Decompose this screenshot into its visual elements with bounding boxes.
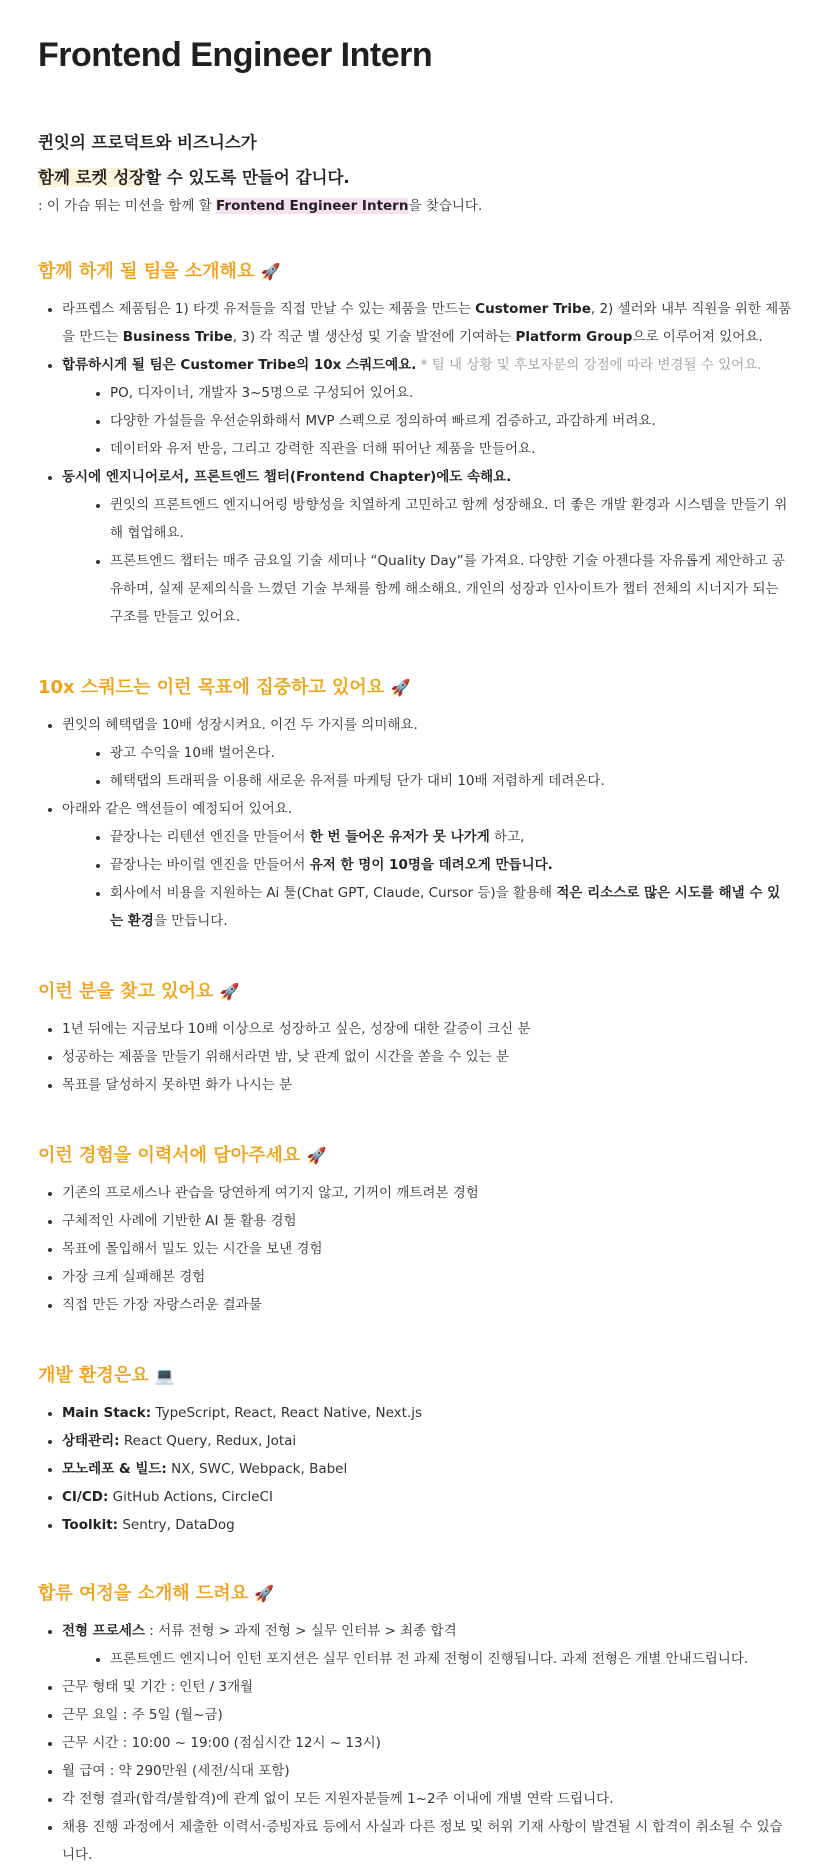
intro-line-3-pre: : 이 가슴 뛰는 미션을 함께 할 — [38, 198, 217, 214]
text: 라프렙스 제품팀은 1) 타겟 유저들을 직접 만날 수 있는 제품을 만드는 — [62, 301, 476, 317]
intro — [38, 125, 792, 217]
list-item: 데이터와 유저 반응, 그리고 강력한 직관을 더해 뛰어난 제품을 만들어요. — [86, 435, 792, 463]
intro-line-2-rest: 할 수 있도록 만들어 갑니다. — [145, 168, 350, 187]
list-item — [86, 851, 792, 879]
rocket-icon: 🚀 — [390, 678, 411, 697]
resume-heading — [38, 1139, 792, 1173]
list-item: PO, 디자이너, 개발자 3~5명으로 구성되어 있어요. — [86, 379, 792, 407]
list-item: 목표를 달성하지 못하면 화가 나시는 분 — [38, 1071, 792, 1099]
text: 아래와 같은 액션들이 예정되어 있어요. — [62, 801, 293, 817]
list-item: 근무 형태 및 기간 : 인턴 / 3개월 — [38, 1673, 792, 1701]
list-item: 기존의 프로세스나 관습을 당연하게 여기지 않고, 기꺼이 깨트려본 경험 — [38, 1179, 792, 1207]
text: 으로 이루어져 있어요. — [632, 329, 763, 345]
list-item: 퀸잇의 프론트엔드 엔지니어링 방향성을 치열하게 고민하고 함께 성장해요. 더 좋은 개발 환경과 시스템을 만들기 위해 협업해요. — [86, 491, 792, 547]
stack-value: NX, SWC, Webpack, Babel — [166, 1461, 348, 1477]
list-item — [86, 823, 792, 851]
rocket-icon: 🚀 — [260, 262, 281, 281]
squad-sublist — [86, 379, 792, 463]
list-item: 프론트엔드 챕터는 매주 금요일 기술 세미나 “Quality Day”를 가져요. 다양한 기술 아젠다를 자유롭게 제안하고 공유하며, 실제 문제의식을 느꼈던 기술 부채를 함께 해소해요. 개인의 성장과 인사이트가 챕터 전체의 시너지가 되는 구조를 만들고 있어요. — [86, 547, 792, 631]
intro-line-3-post: 을 찾습니다. — [408, 198, 483, 214]
devenv-heading — [38, 1359, 792, 1393]
seeking-heading-text: 이런 분을 찾고 있어요 — [38, 981, 214, 1002]
list-item — [38, 711, 792, 795]
text: 퀸잇의 혜택탭을 10배 성장시켜요. 이건 두 가지를 의미해요. — [62, 717, 418, 733]
business-tribe-label: Business Tribe — [122, 329, 233, 345]
list-item — [38, 1617, 792, 1673]
rocket-icon: 🚀 — [254, 1584, 275, 1603]
resume-heading-text: 이런 경험을 이력서에 담아주세요 — [38, 1145, 301, 1166]
text: 을 만듭니다. — [153, 913, 228, 929]
devenv-section — [38, 1359, 792, 1539]
list-item: 가장 크게 실패해본 경험 — [38, 1263, 792, 1291]
stack-label: Toolkit: — [62, 1517, 119, 1533]
intro-highlight: 함께 로켓 성장 — [38, 168, 146, 187]
squad-note: * 팀 내 상황 및 후보자분의 강점에 따라 변경될 수 있어요. — [416, 357, 762, 373]
list-item: 1년 뒤에는 지금보다 10배 이상으로 성장하고 싶은, 성장에 대한 갈증이 크신 분 — [38, 1015, 792, 1043]
intro-line-3 — [38, 195, 792, 217]
emphasis: 적은 리소스로 많은 시도를 해낼 수 있는 환경 — [110, 885, 781, 929]
chapter-statement: 동시에 엔지니어로서, 프론트엔드 챕터(Frontend Chapter)에도 속해요. — [62, 469, 512, 485]
goals-section — [38, 671, 792, 935]
laptop-icon: 💻 — [154, 1366, 175, 1385]
list-item: 성공하는 제품을 만들기 위해서라면 밤, 낮 관계 없이 시간을 쏟을 수 있는 분 — [38, 1043, 792, 1071]
list-item: 구체적인 사례에 기반한 AI 툴 활용 경험 — [38, 1207, 792, 1235]
list-item: 월 급여 : 약 290만원 (세전/식대 포함) — [38, 1757, 792, 1785]
seeking-heading — [38, 975, 792, 1009]
list-item — [38, 795, 792, 935]
journey-heading-text: 합류 여정을 소개해 드려요 — [38, 1583, 249, 1604]
chapter-sublist — [86, 491, 792, 631]
list-item — [38, 1455, 792, 1483]
list-item — [38, 1511, 792, 1539]
goals-heading-text: 10x 스쿼드는 이런 목표에 집중하고 있어요 — [38, 677, 385, 698]
devenv-heading-text: 개발 환경은요 — [38, 1365, 149, 1386]
list-item: 근무 시간 : 10:00 ~ 19:00 (점심시간 12시 ~ 13시) — [38, 1729, 792, 1757]
team-heading — [38, 255, 792, 289]
list-item — [38, 295, 792, 351]
intro-role-highlight: Frontend Engineer Intern — [216, 198, 409, 214]
journey-heading — [38, 1577, 792, 1611]
list-item: 혜택탭의 트래픽을 이용해 새로운 유저를 마케팅 단가 대비 10배 저렴하게 데려온다. — [86, 767, 792, 795]
list-item — [38, 1483, 792, 1511]
intro-line-1: 퀸잇의 프로덕트와 비즈니스가 — [38, 133, 257, 152]
devenv-list — [38, 1399, 792, 1539]
text: 끝장나는 리텐션 엔진을 만들어서 — [110, 829, 310, 845]
stack-label: 상태관리: — [62, 1433, 120, 1449]
list-item: 목표에 몰입해서 밀도 있는 시간을 보낸 경험 — [38, 1235, 792, 1263]
stack-label: Main Stack: — [62, 1405, 152, 1421]
seeking-section — [38, 975, 792, 1099]
platform-group-label: Platform Group — [515, 329, 633, 345]
emphasis: 유저 한 명이 10명을 데려오게 만듭니다. — [309, 857, 553, 873]
emphasis: 한 번 들어온 유저가 못 나가게 — [309, 829, 490, 845]
list-item — [38, 351, 792, 463]
text: , 2) 셀러와 내부 직원을 위한 제품을 만드는 — [62, 301, 792, 345]
resume-list — [38, 1179, 792, 1319]
stack-value: Sentry, DataDog — [118, 1517, 235, 1533]
list-item: 근무 요일 : 주 5일 (월~금) — [38, 1701, 792, 1729]
rocket-icon: 🚀 — [306, 1146, 327, 1165]
intro-line-2 — [38, 160, 792, 195]
text: , 3) 각 직군 별 생산성 및 기술 발전에 기여하는 — [232, 329, 516, 345]
resume-section — [38, 1139, 792, 1319]
stack-label: 모노레포 & 빌드: — [62, 1461, 167, 1477]
goals-sublist — [86, 739, 792, 795]
journey-list — [38, 1617, 792, 1869]
text: 끝장나는 바이럴 엔진을 만들어서 — [110, 857, 310, 873]
goals-heading — [38, 671, 792, 705]
rocket-icon: 🚀 — [219, 982, 240, 1001]
list-item — [38, 1399, 792, 1427]
stack-value: TypeScript, React, React Native, Next.js — [151, 1405, 423, 1421]
process-value: : 서류 전형 > 과제 전형 > 실무 인터뷰 > 최종 합격 — [144, 1623, 457, 1639]
list-item — [38, 1427, 792, 1455]
text: 하고, — [489, 829, 525, 845]
list-item: 다양한 가설들을 우선순위화해서 MVP 스펙으로 정의하여 빠르게 검증하고, 과감하게 버려요. — [86, 407, 792, 435]
list-item: 직접 만든 가장 자랑스러운 결과물 — [38, 1291, 792, 1319]
team-heading-text: 함께 하게 될 팀을 소개해요 — [38, 261, 255, 282]
journey-section — [38, 1577, 792, 1869]
team-list — [38, 295, 792, 631]
list-item: 각 전형 결과(합격/불합격)에 관계 없이 모든 지원자분들께 1~2주 이내에 개별 연락 드립니다. — [38, 1785, 792, 1813]
seeking-list — [38, 1015, 792, 1099]
actions-sublist — [86, 823, 792, 935]
squad-statement: 합류하시게 될 팀은 Customer Tribe의 10x 스쿼드예요. — [62, 357, 417, 373]
list-item: 채용 진행 과정에서 제출한 이력서·증빙자료 등에서 사실과 다른 정보 및 허위 기재 사항이 발견될 시 합격이 취소될 수 있습니다. — [38, 1813, 792, 1869]
customer-tribe-label: Customer Tribe — [475, 301, 591, 317]
process-sublist — [86, 1645, 792, 1673]
page-title: Frontend Engineer Intern — [38, 36, 433, 74]
list-item: 광고 수익을 10배 벌어온다. — [86, 739, 792, 767]
list-item — [38, 463, 792, 631]
stack-value: GitHub Actions, CircleCI — [108, 1489, 273, 1505]
text: 회사에서 비용을 지원하는 Ai 툴(Chat GPT, Claude, Cursor 등)을 활용해 — [110, 885, 557, 901]
stack-label: CI/CD: — [62, 1489, 109, 1505]
list-item: 프론트엔드 엔지니어 인턴 포지션은 실무 인터뷰 전 과제 전형이 진행됩니다. 과제 전형은 개별 안내드립니다. — [86, 1645, 792, 1673]
goals-list — [38, 711, 792, 935]
stack-value: React Query, Redux, Jotai — [119, 1433, 297, 1449]
list-item — [86, 879, 792, 935]
process-label: 전형 프로세스 — [62, 1623, 145, 1639]
team-section — [38, 255, 792, 631]
